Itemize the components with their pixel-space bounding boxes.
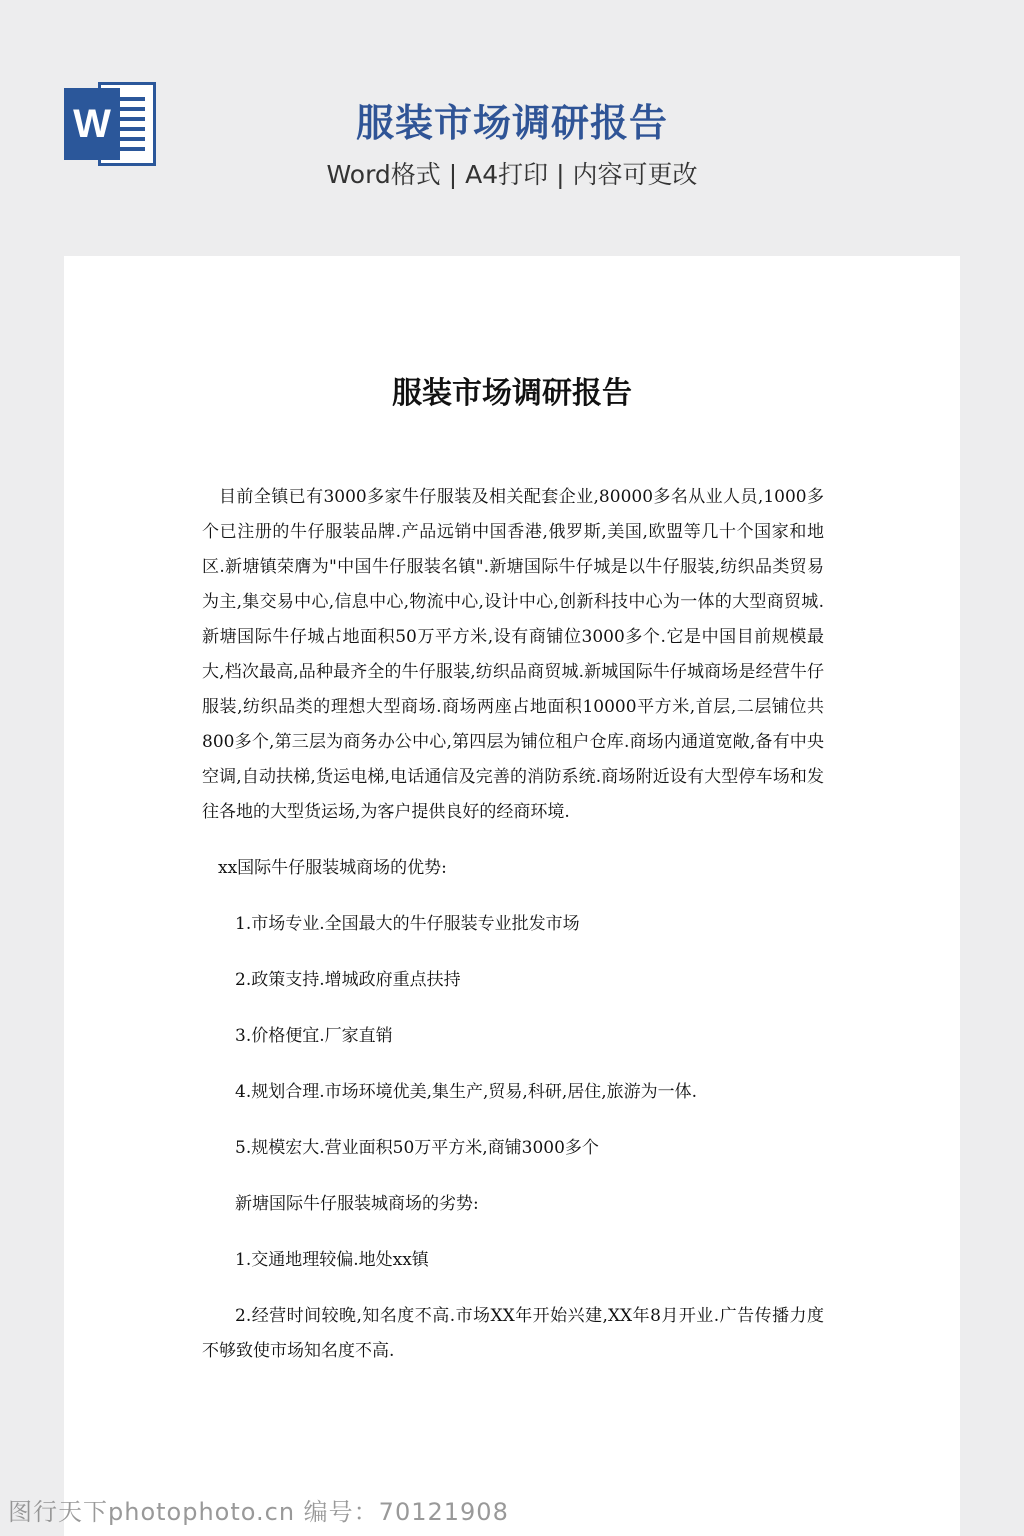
watermark-text: 图行天下photophoto.cn 编号：70121908 — [8, 1498, 509, 1526]
word-letter-badge: W — [64, 88, 120, 160]
advantage-item: 2.政策支持.增城政府重点扶持 — [235, 970, 461, 990]
disadvantage-item: 1.交通地理较偏.地处xx镇 — [235, 1250, 429, 1270]
advantage-item: 3.价格便宜.厂家直销 — [235, 1026, 393, 1046]
advantages-heading: xx国际牛仔服装城商场的优势: — [218, 858, 447, 878]
disadvantage-item: 2.经营时间较晚,知名度不高.市场XX年开始兴建,XX年8月开业.广告传播力度不够致使市场知名度不高. — [202, 1306, 824, 1361]
page-title: 服装市场调研报告 — [355, 101, 668, 145]
page-subtitle: Word格式 | A4打印 | 内容可更改 — [326, 160, 698, 189]
document-body — [202, 480, 824, 1369]
document-page — [64, 256, 960, 1536]
intro-paragraph: 目前全镇已有3000多家牛仔服装及相关配套企业,80000多名从业人员,1000多个已注册的牛仔服装品牌.产品远销中国香港,俄罗斯,美国,欧盟等几十个国家和地区.新塘镇荣膺为"中国牛仔服装名镇".新塘国际牛仔城是以牛仔服装,纺织品类贸易为主,集交易中心,信息中心,物流中心,设计中心,创新科技中心为一体的大型商贸城.新塘国际牛仔城占地面积50万平方米,设有商铺位3000多个.它是中国目前规模最大,档次最高,品种最齐全的牛仔服装,纺织品商贸城.新城国际牛仔城商场是经营牛仔服装,纺织品类的理想大型商场.商场两座占地面积10000平方米,首层,二层铺位共800多个,第三层为商务办公中心,第四层为铺位租户仓库.商场内通道宽敞,备有中央空调,自动扶梯,货运电梯,电话通信及完善的消防系统.商场附近设有大型停车场和发往各地的大型货运场,为客户提供良好的经商环境. — [202, 487, 824, 822]
advantage-item: 5.规模宏大.营业面积50万平方米,商铺3000多个 — [235, 1138, 599, 1158]
document-title: 服装市场调研报告 — [392, 376, 632, 411]
header — [0, 0, 1024, 230]
disadvantages-heading: 新塘国际牛仔服装城商场的劣势: — [235, 1194, 479, 1214]
advantage-item: 4.规划合理.市场环境优美,集生产,贸易,科研,居住,旅游为一体. — [235, 1082, 698, 1102]
advantage-item: 1.市场专业.全国最大的牛仔服装专业批发市场 — [235, 914, 580, 934]
